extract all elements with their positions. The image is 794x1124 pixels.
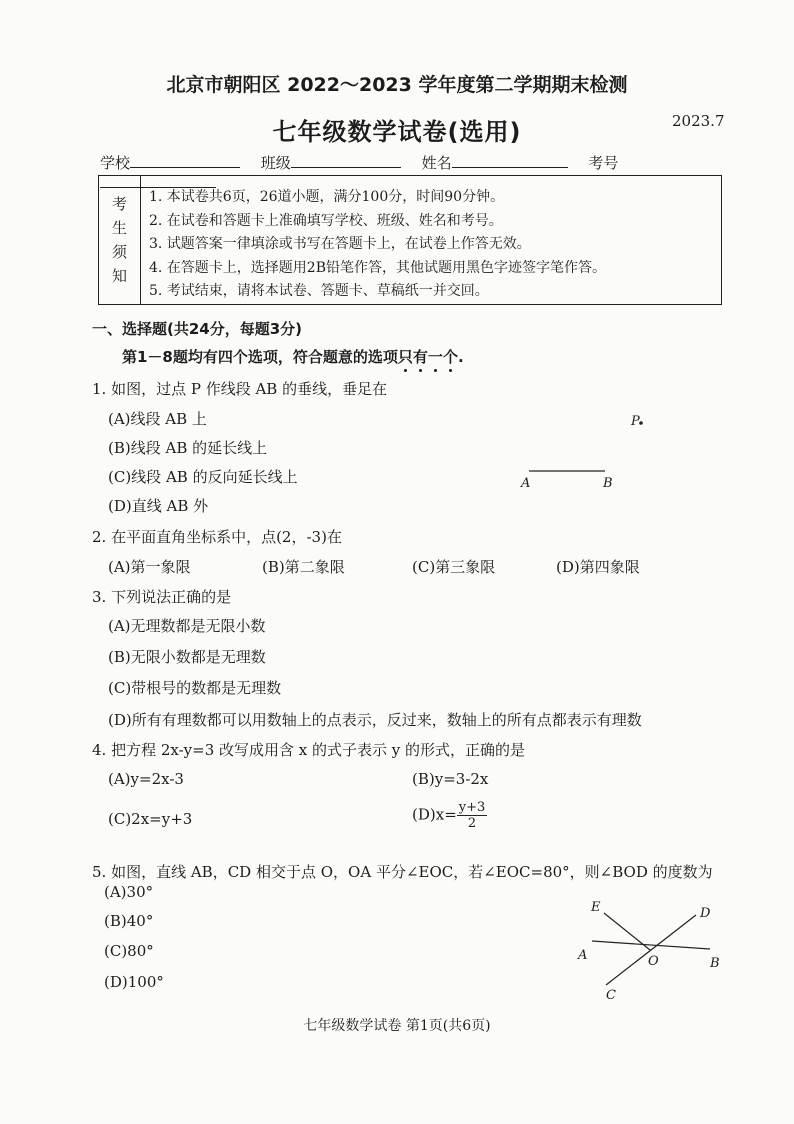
question-1-option-c[interactable]: (C)线段 AB 的反向延长线上 xyxy=(108,468,298,486)
notice-items xyxy=(149,186,719,304)
question-5-option-c[interactable]: (C)80° xyxy=(104,942,154,960)
line-ab xyxy=(592,941,710,949)
question-4-option-a[interactable]: (A)y=2x-3 xyxy=(108,770,184,788)
question-2-option-a[interactable]: (A)第一象限 xyxy=(108,558,191,576)
school-blank[interactable] xyxy=(130,153,240,168)
question-1-figure xyxy=(505,405,665,495)
exam-number-label: 考号 xyxy=(588,154,619,172)
question-3-option-d[interactable]: (D)所有有理数都可以用数轴上的点表示，反过来，数轴上的所有点都表示有理数 xyxy=(108,711,642,729)
label-b: B xyxy=(603,476,613,491)
candidate-notice-box xyxy=(98,175,722,305)
label-p: P xyxy=(631,414,640,429)
question-1-option-a[interactable]: (A)线段 AB 上 xyxy=(108,410,207,428)
notice-item: 5. 考试结束，请将本试卷、答题卡、草稿纸一并交回。 xyxy=(149,283,489,299)
page-footer: 七年级数学试卷 第1页(共6页) xyxy=(303,1018,491,1034)
class-label: 班级 xyxy=(260,154,291,172)
question-1-option-d[interactable]: (D)直线 AB 外 xyxy=(108,497,209,515)
label-d: D xyxy=(700,906,711,921)
label-a: A xyxy=(578,948,588,963)
question-2-option-d[interactable]: (D)第四象限 xyxy=(556,558,640,576)
label-e: E xyxy=(591,900,601,915)
question-5-option-b[interactable]: (B)40° xyxy=(104,912,154,930)
question-5-option-a[interactable]: (A)30° xyxy=(104,883,154,901)
section-title: 一、选择题(共24分，每题3分) xyxy=(92,320,303,338)
notice-item: 2. 在试卷和答题卡上准确填写学校、班级、姓名和考号。 xyxy=(149,212,503,229)
question-3-option-c[interactable]: (C)带根号的数都是无理数 xyxy=(108,679,282,697)
label-o: O xyxy=(648,954,659,969)
question-3-option-a[interactable]: (A)无理数都是无限小数 xyxy=(108,617,266,635)
class-blank[interactable] xyxy=(291,153,401,168)
fraction: $\frac{y+3}{2}$ xyxy=(458,800,486,831)
question-2-option-b[interactable]: (B)第二象限 xyxy=(262,558,345,576)
question-3-option-b[interactable]: (B)无限小数都是无理数 xyxy=(108,648,266,666)
label-a: A xyxy=(521,476,531,491)
question-5-figure xyxy=(570,895,730,1005)
notice-label: 考 生 须 知 xyxy=(99,176,141,304)
notice-item: 4. 在答题卡上，选择题用2B铅笔作答，其他试题用黑色字迹签字笔作答。 xyxy=(149,259,607,276)
question-1-option-b[interactable]: (B)线段 AB 的延长线上 xyxy=(108,439,268,457)
question-2-option-c[interactable]: (C)第三象限 xyxy=(412,558,496,576)
notice-item: 1. 本试卷共6页，26道小题，满分100分，时间90分钟。 xyxy=(149,189,505,205)
school-label: 学校 xyxy=(100,154,131,172)
question-5-stem: 5. 如图，直线 AB，CD 相交于点 O，OA 平分∠EOC，若∠EOC=80°，则∠BOD 的度数为 xyxy=(92,863,713,881)
question-3-stem: 3. 下列说法正确的是 xyxy=(92,588,232,606)
exam-date: 2023.7 xyxy=(672,112,725,130)
notice-item: 3. 试题答案一律填涂或书写在答题卡上，在试卷上作答无效。 xyxy=(149,236,531,252)
question-1-stem: 1. 如图，过点 P 作线段 AB 的垂线，垂足在 xyxy=(92,380,388,398)
question-4-option-d[interactable]: (D)x= $\frac{y+3}{2}$ xyxy=(412,800,486,831)
exam-title: 北京市朝阳区 2022～2023 学年度第二学期期末检测 xyxy=(166,74,628,96)
question-4-option-b[interactable]: (B)y=3-2x xyxy=(412,770,489,788)
section-note: 第1－8题均有四个选项，符合题意的选项只有一个. xyxy=(122,348,464,366)
ray-oe xyxy=(604,913,650,950)
question-4-stem: 4. 把方程 2x-y=3 改写成用含 x 的式子表示 y 的形式，正确的是 xyxy=(92,741,526,759)
exam-subtitle: 七年级数学试卷(选用) xyxy=(272,118,522,146)
question-2-stem: 2. 在平面直角坐标系中，点(2，-3)在 xyxy=(92,528,342,546)
label-b: B xyxy=(710,956,720,971)
question-4-option-c[interactable]: (C)2x=y+3 xyxy=(108,810,193,828)
name-blank[interactable] xyxy=(452,153,568,168)
name-label: 姓名 xyxy=(421,154,452,172)
label-c: C xyxy=(606,988,616,1003)
question-5-option-d[interactable]: (D)100° xyxy=(104,973,164,991)
